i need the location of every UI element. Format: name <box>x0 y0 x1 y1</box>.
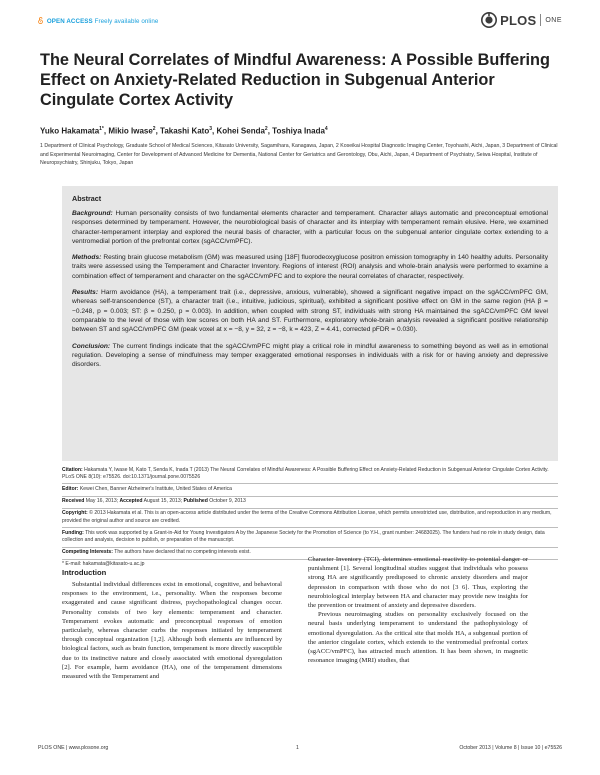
funding-row <box>62 528 558 547</box>
author-name: Takashi Kato <box>160 126 210 136</box>
published-date: October 9, 2013 <box>209 498 246 505</box>
editor-text: Kewei Chen, Banner Alzheimer's Institute, United States of America <box>79 485 233 492</box>
intro-paragraph: Previous neuroimaging studies on personality exclusively focused on the neural basis underlying temperament to understand the pathophysiology of emotional dysregulation. As the critical site that molds HA, a subgenual portion of the anterior cingulate cortex, which extends to the ventromedial prefrontal cortex (sgACC/vmPFC), has attracted much attention. It has been shown, in magnetic resonance imaging (MRI) studies, that <box>308 611 528 665</box>
accepted-date: August 15, 2013; <box>143 498 183 505</box>
background-label: Background: <box>72 210 113 217</box>
intro-right-column <box>308 555 528 665</box>
open-access-lock-icon <box>38 17 43 24</box>
copyright-row <box>62 509 558 528</box>
author-affil-mark: 2 <box>264 126 268 132</box>
affiliations: 1 Department of Clinical Psychology, Graduate School of Medical Sciences, Kitasato University, Sagamihara, Kanagawa, Japan, 2 Koseikai Hospital Diagnostic Imaging Center, Toyohashi, Aichi, Japan, 3 Department of Clinical and Experimental Neuroimaging, Center for Development of Advanced Medicine for Dementia, National Center for Geriatrics and Gerontology, Obu, Aichi, Japan, 4 Department of Psychiatry, Seiwa Hospital, Institute of Neuropsychiatry, Shinjuku, Tokyo, Japan <box>40 143 558 167</box>
logo-divider <box>540 14 541 26</box>
freely-available-label: Freely available online <box>94 18 159 25</box>
author-name: Mikio Iwase <box>108 126 153 136</box>
author-affil-mark: 2 <box>152 126 156 132</box>
page-header <box>38 10 562 32</box>
plos-wordmark: PLOS <box>500 12 537 28</box>
introduction-heading: Introduction <box>62 568 107 577</box>
open-label: OPEN <box>46 18 65 25</box>
intro-paragraph: Character Inventory (TCI), determines emotional reactivity to potential danger or punishment [1]. Several longitudinal studies suggest that individuals who possess strong HA are significantly predisposed to chronic anxiety disorders and major depression in comparison with those who do not [3 6]. Thus, exploring the neurobiological interplay between HA and character may provide new insights for the prevention or treatment of anxiety and depressive disorders. <box>308 556 528 610</box>
conclusion-text: The current findings indicate that the sgACC/vmPFC might play a critical role in mindful awareness to something beyond as well as in emotional regulation. Developing a sense of mindfulness may temper exaggerated emotional responses in individuals with a risk for or having anxiety and depressive disorders. <box>72 342 548 369</box>
page-number: 1 <box>296 745 299 751</box>
editor-row <box>62 484 558 496</box>
methods-text: Resting brain glucose metabolism (GM) was measured using [18F] fluorodeoxyglucose positron emission tomography in 140 healthy adults. Personality traits were assessed using the Temperament and Character Inventory. Regions of interest (ROI) analysis and whole-brain analysis were performed to examine a combination effect of temperament and character on the sgACC/vmPFC and to explore the neural correlates of character, respectively. <box>72 254 548 280</box>
footer-journal: PLOS ONE | www.plosone.org <box>38 745 109 751</box>
article-title: The Neural Correlates of Mindful Awareness: A Possible Buffering Effect on Anxiety-Related Reduction in Subgenual Anterior Cingulate Cortex Activity <box>40 51 550 109</box>
author-name: Toshiya Inada <box>272 126 325 136</box>
open-access-badge <box>38 17 158 25</box>
abstract-background <box>72 209 548 246</box>
email-address[interactable]: hakamata@kitasato-u.ac.jp <box>82 561 145 568</box>
abstract-conclusion <box>72 342 548 370</box>
footer-issue: October 2013 | Volume 8 | Issue 10 | e75526 <box>459 745 562 751</box>
abstract-results <box>72 288 548 334</box>
received-label: Received <box>62 498 85 505</box>
author-affil-mark: 4 <box>324 126 328 132</box>
email-label: * E-mail: <box>62 561 82 568</box>
competing-text: The authors have declared that no competing interests exist. <box>114 549 251 556</box>
author-name: Yuko Hakamata <box>40 126 100 136</box>
competing-label: Competing Interests: <box>62 549 113 556</box>
results-text: Harm avoidance (HA), a temperament trait (i.e., depressive, anxious, vulnerable), showed a significant negative impact on the sgACC/vmPFC GM, whereas self-transcendence (ST), a character trait (i.e., intuitive, judicious, spiritual), exhibited a significant positive effect on GM in the same region (HA β = −0.248, p = 0.003; ST: β = 0.250, p = 0.003). In addition, when coupled with strong ST, individuals with strong HA maintained the sgACC/vmPFC GM level comparable to the level of those with low scores on both HA and ST. Furthermore, exploratory whole-brain analysis revealed a significant positive relationship between ST and sgACC/vmPFC GM (peak voxel at x = −8, y = 32, z = −8, k = 423, Z = 4.41, corrected pFDR = 0.030). <box>72 289 548 334</box>
access-label: ACCESS <box>66 18 93 25</box>
author-affil-mark: 3 <box>209 126 213 132</box>
received-date: May 16, 2013; <box>85 498 119 505</box>
background-text: Human personality consists of two fundamental elements character and temperament. Character allays automatic and preconceptual emotional responses determined by temperament. However, the neurobiological basis of character and its interplay with temperament remain elusive. Here, we examined character-temperament interplay and explored the neural basis of character, with a particular focus on the subgenual anterior cingulate cortex extending to a ventromedial portion of the prefrontal cortex (sgACC/vmPFC). <box>72 210 548 245</box>
copyright-label: Copyright: <box>62 510 88 517</box>
citation-row <box>62 465 558 484</box>
citation-label: Citation: <box>62 466 83 473</box>
plos-one-logo <box>481 10 562 30</box>
author-list: Yuko Hakamata$^{1*}$, Mikio Iwase$^2$, Takashi Kato$^3$, Kohei Senda$^2$, Toshiya Inada$^4$ <box>40 126 328 136</box>
author-affil-mark: 1* <box>99 126 104 132</box>
abstract-heading: Abstract <box>72 194 102 203</box>
published-label: Published <box>183 498 208 505</box>
copyright-text: © 2013 Hakamata et al. This is an open-access article distributed under the terms of the Creative Commons Attribution License, which permits unrestricted use, distribution, and reproduction in any medium, provided the original author and source are credited. <box>62 510 552 524</box>
accepted-label: Accepted <box>119 498 143 505</box>
citation-text: Hakamata Y, Iwase M, Kato T, Senda K, Inada T (2013) The Neural Correlates of Mindful Awareness: A Possible Buffering Effect on Anxiety-Related Reduction in Subgenual Anterior Cingulate Cortex Activity. PLoS ONE 8(10): e75526. doi:10.1371/journal.pone.0075526 <box>62 466 549 480</box>
funding-text: This work was supported by a Grant-in-Aid for Young Investigators A by the Japanese Society for the Promotion of Science (to Y.H., grant number: 24683025). The funders had no role in study design, data collection and analysis, decision to publish, or preparation of the manuscript. <box>62 529 545 543</box>
intro-left-column <box>62 580 282 681</box>
author-name: Kohei Senda <box>216 126 265 136</box>
intro-paragraph: Substantial individual differences exist in emotional, cognitive, and behavioral responses to the environment, i.e., personality. When the responses become exaggerated and cause significant distress, psychopathological changes occur. Personality consists of two key elements: temperament and character. Temperament evokes automatic and preconceptual responses of emotion particularly, whereas character curbs the responses initiated by temperament through conceptual organization [1,2]. Although both elements are influenced by biological factors, such as brain function, temperament is more directly susceptible due to its instinctive nature and closely associated with emotional dysregulation [2]. For example, harm avoidance (HA), one of the temperament dimensions measured with the Temperament and <box>62 581 282 681</box>
plos-logo-icon <box>481 12 497 28</box>
editor-label: Editor: <box>62 485 79 492</box>
methods-label: Methods: <box>72 254 102 262</box>
dates-row <box>62 497 558 509</box>
funding-label: Funding: <box>62 529 84 536</box>
abstract-methods <box>72 253 548 281</box>
results-label: Results: <box>72 289 99 297</box>
one-wordmark: ONE <box>545 16 562 24</box>
conclusion-label: Conclusion: <box>72 342 111 350</box>
abstract-box <box>62 186 558 461</box>
